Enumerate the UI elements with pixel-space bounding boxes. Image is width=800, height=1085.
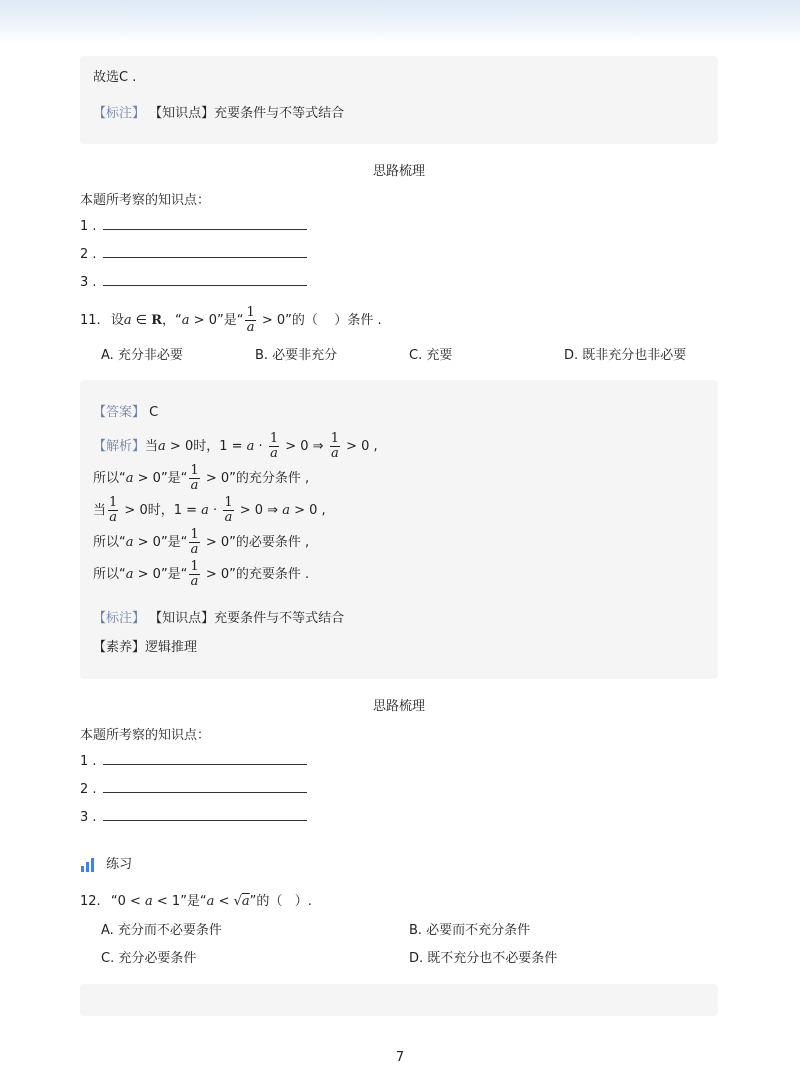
answer-row <box>93 401 158 420</box>
page-number: 7 <box>395 1050 405 1065</box>
note-tag: 【标注】 <box>93 106 146 121</box>
option-d[interactable]: D. 既非充分也非必要 <box>564 348 687 363</box>
analysis-line-5: 所以“a > 0”是“ $\frac{1}{a}$ > 0”的充要条件 . <box>93 559 310 589</box>
answer-blank[interactable] <box>103 217 307 230</box>
answer-blank[interactable] <box>103 273 307 286</box>
option-a[interactable]: A. 充分而不必要条件 <box>101 923 222 938</box>
option-d[interactable]: D. 既不充分也不必要条件 <box>409 951 558 966</box>
answer-value: C <box>149 405 159 420</box>
analysis-tag: 【解析】 <box>93 439 146 454</box>
option-b[interactable]: B. 必要而不充分条件 <box>409 923 531 938</box>
analysis-line-3: 当 $\frac{1}{a}$ > 0时，1 = a · $\frac{1}{a}$ > 0 ⇒ a > 0 , <box>93 495 326 525</box>
analysis-line-2: 所以“a > 0”是“ $\frac{1}{a}$ > 0”的充分条件 , <box>93 463 310 493</box>
solution-box-1 <box>80 56 718 144</box>
practice-header <box>80 853 132 872</box>
review-intro: 本题所考察的知识点： <box>80 728 211 743</box>
header-band <box>0 0 800 44</box>
review-item: 1 . <box>80 217 307 234</box>
review-title: 思路梳理 <box>372 699 425 714</box>
literacy-row: 【素养】逻辑推理 <box>93 640 198 655</box>
analysis-line-4: 所以“a > 0”是“ $\frac{1}{a}$ > 0”的必要条件 , <box>93 527 310 557</box>
review-item: 3 . <box>80 273 307 290</box>
answer-blank[interactable] <box>103 752 307 765</box>
answer-blank[interactable] <box>103 245 307 258</box>
note-tag: 【标注】 <box>93 611 146 626</box>
answer-blank[interactable] <box>103 780 307 793</box>
question-11-stem: 11. 设a ∈ R，“a > 0”是“ $\frac{1}{a}$ > 0”的（ ）条件 . <box>80 305 382 335</box>
note-text: 【知识点】充要条件与不等式结合 <box>149 106 345 121</box>
review-intro: 本题所考察的知识点： <box>80 193 211 208</box>
practice-label: 练习 <box>106 857 133 872</box>
review-item: 3 . <box>80 808 307 825</box>
option-a[interactable]: A. 充分非必要 <box>101 348 183 363</box>
note-row <box>93 607 344 626</box>
review-title: 思路梳理 <box>372 164 425 179</box>
answer-blank[interactable] <box>103 808 307 821</box>
question-number: 11. <box>80 313 101 328</box>
option-c[interactable]: C. 充分必要条件 <box>101 951 197 966</box>
solution-box-3 <box>80 984 718 1016</box>
analysis-line-1: 【解析】当a > 0时，1 = a · $\frac{1}{a}$ > 0 ⇒ $\frac{1}{a}$ > 0 , <box>93 431 378 461</box>
question-12-stem: 12. “0 < a < 1”是“a < √a”的（ ）. <box>80 894 312 909</box>
option-b[interactable]: B. 必要非充分 <box>255 348 338 363</box>
review-item: 1 . <box>80 752 307 769</box>
question-number: 12. <box>80 894 101 909</box>
review-item: 2 . <box>80 245 307 262</box>
bar-chart-icon <box>80 858 96 872</box>
option-c[interactable]: C. 充要 <box>409 348 453 363</box>
review-item: 2 . <box>80 780 307 797</box>
solution-box-2 <box>80 380 718 679</box>
answer-tag: 【答案】 <box>93 405 146 420</box>
note-row <box>93 102 344 121</box>
note-text: 【知识点】充要条件与不等式结合 <box>149 611 345 626</box>
conclusion-text: 故选C . <box>93 70 137 85</box>
